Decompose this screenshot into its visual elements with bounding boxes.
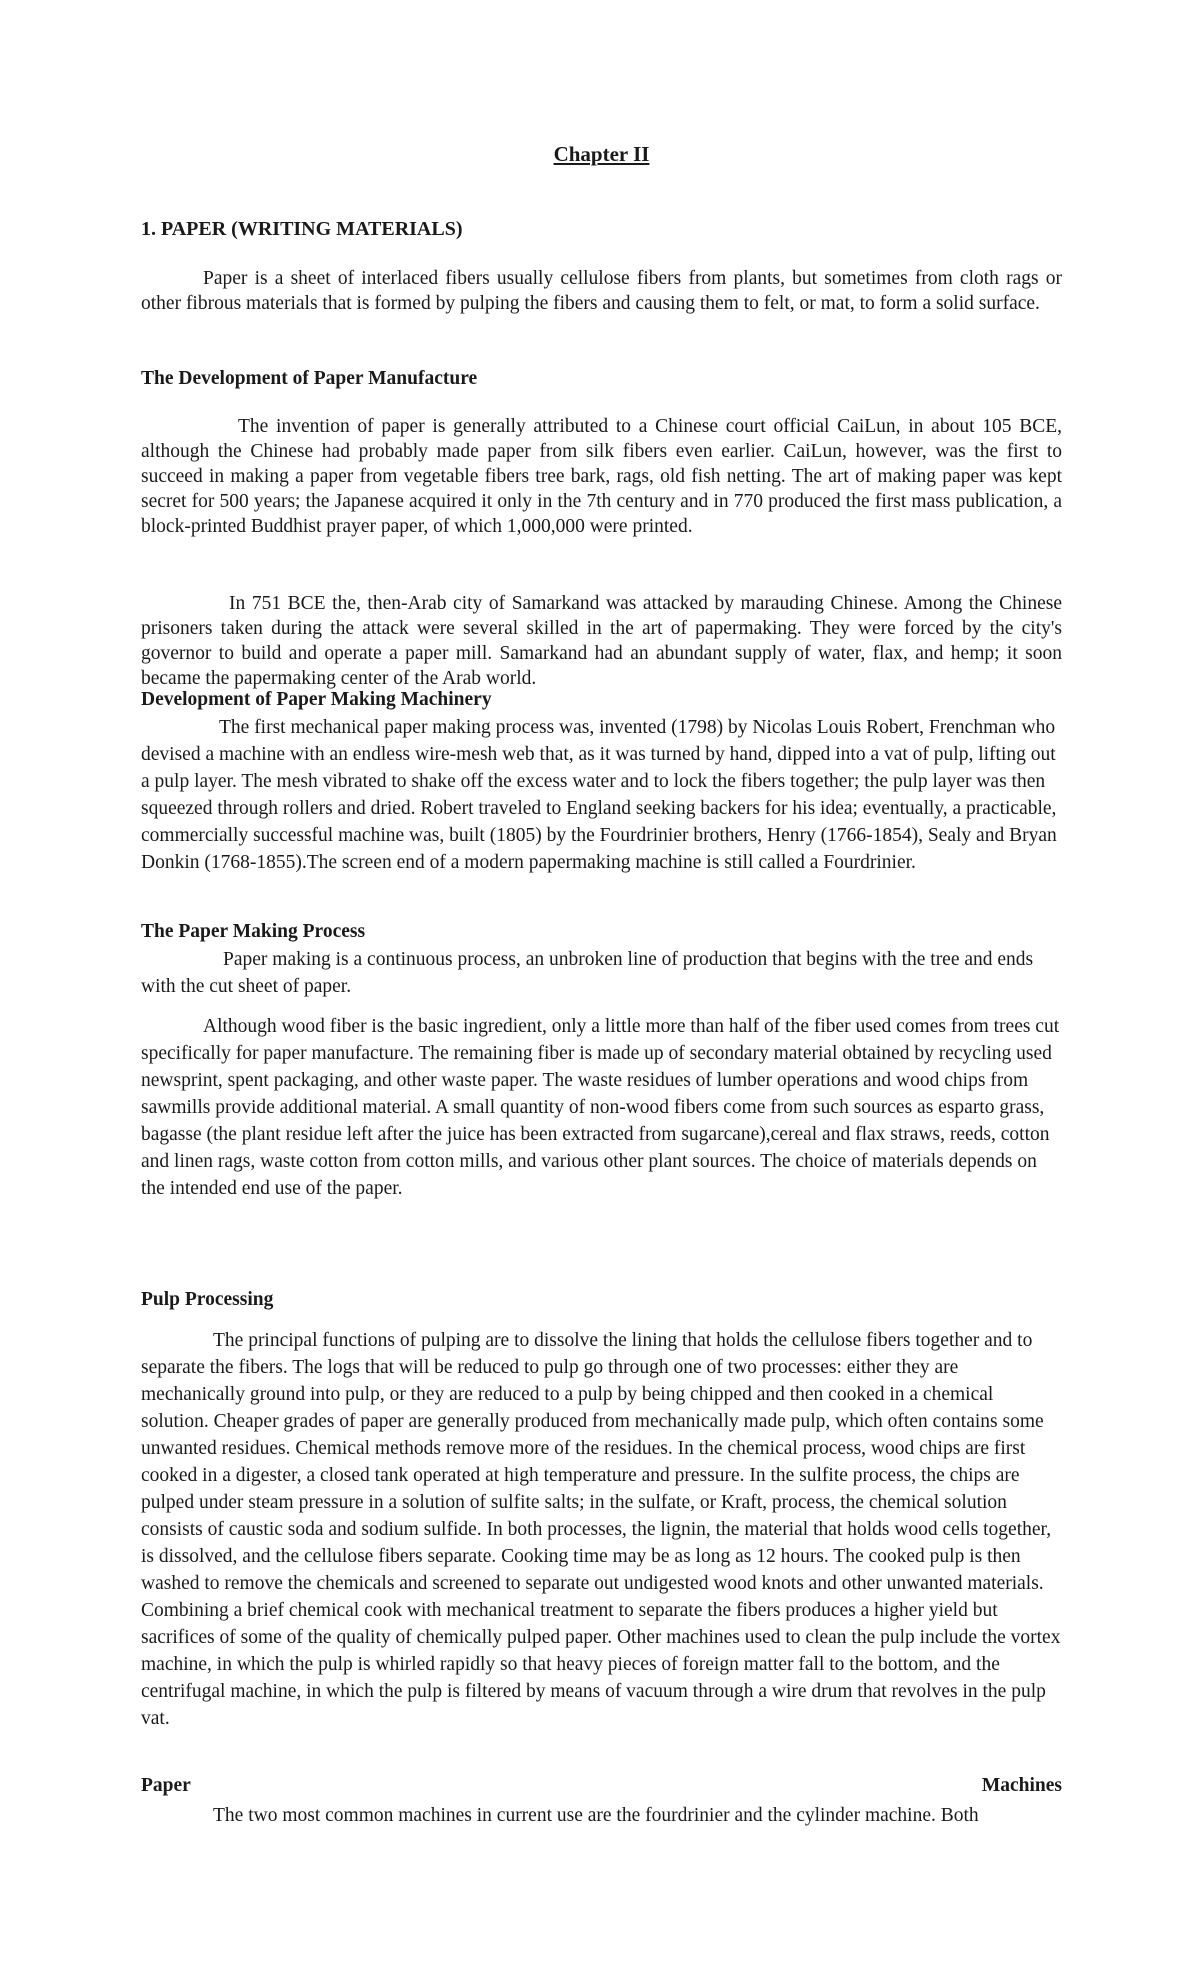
process-paragraph-2: Although wood fiber is the basic ingredient, only a little more than half of the fiber used comes from trees cut specifically for paper manufacture. The remaining fiber is made up of secondary material obtained by recycling used newsprint, spent packaging, and other waste paper. The waste residues of lumber operations and wood chips from sawmills provide additional material. A small quantity of non-wood fibers come from such sources as esparto grass, bagasse (the plant residue left after the juice has been extracted from sugarcane),cereal and flax straws, reeds, cotton and linen rags, waste cotton from cotton mills, and various other plant sources. The choice of materials depends on the intended end use of the paper.: [141, 1016, 1060, 1199]
pulp-paragraph: The principal functions of pulping are to dissolve the lining that holds the cellulose fibers together and to separate the fibers. The logs that will be reduced to pulp go through one of two processes: either they are mechanically ground into pulp, or they are reduced to a pulp by being chipped and then cooked in a chemical solution. Cheaper grades of paper are generally produced from mechanically made pulp, which often contains some unwanted residues. Chemical methods remove more of the residues. In the chemical process, wood chips are first cooked in a digester, a closed tank operated at high temperature and pressure. In the sulfite process, the chips are pulped under steam pressure in a solution of sulfite salts; in the sulfate, or Kraft, process, the chemical solution consists of caustic soda and sodium sulfide. In both processes, the lignin, the material that holds wood cells together, is dissolved, and the cellulose fibers separate. Cooking time may be as long as 12 hours. The cooked pulp is then washed to remove the chemicals and screened to separate out undigested wood knots and other unwanted materials. Combining a brief chemical cook with mechanical treatment to separate the fibers produces a higher yield but sacrifices of some of the quality of chemically pulped paper. Other machines used to clean the pulp include the vortex machine, in which the pulp is whirled rapidly so that heavy pieces of foreign matter fall to the bottom, and the centrifugal machine, in which the pulp is filtered by means of vacuum through a wire drum that revolves in the pulp vat.: [141, 1330, 1061, 1729]
paper-machines-heading: [141, 1775, 1062, 1797]
pulp-heading: Pulp Processing: [141, 1289, 274, 1310]
paper-machines-heading-right: Machines: [981, 1775, 1062, 1796]
intro-paragraph: Paper is a sheet of interlaced fibers usually cellulose fibers from plants, but sometimes from cloth rags or other fibrous materials that is formed by pulping the fibers and causing them to felt, or mat, to form a solid surface.: [141, 268, 1062, 314]
development-paragraph-1: The invention of paper is generally attributed to a Chinese court official CaiLun, in about 105 BCE, although the Chinese had probably made paper from silk fibers even earlier. CaiLun, however, was the first to succeed in making a paper from vegetable fibers tree bark, rags, old fish netting. The art of making paper was kept secret for 500 years; the Japanese acquired it only in the 7th century and in 770 produced the first mass publication, a block-printed Buddhist prayer paper, of which 1,000,000 were printed.: [141, 416, 1062, 537]
section-title: 1. PAPER (WRITING MATERIALS): [141, 218, 463, 240]
process-heading: The Paper Making Process: [141, 921, 366, 942]
development-heading: The Development of Paper Manufacture: [141, 368, 478, 389]
process-paragraph-1: Paper making is a continuous process, an unbroken line of production that begins with the tree and ends with the cut sheet of paper.: [141, 949, 1034, 997]
machinery-paragraph: The first mechanical paper making process was, invented (1798) by Nicolas Louis Robert, Frenchman who devised a machine with an endless wire-mesh web that, as it was turned by hand, dipped into a vat of pulp, lifting out a pulp layer. The mesh vibrated to shake off the excess water and to lock the fibers together; the pulp layer was then squeezed through rollers and dried. Robert traveled to England seeking backers for his idea; eventually, a practicable, commercially successful machine was, built (1805) by the Fourdrinier brothers, Henry (1766-1854), Sealy and Bryan Donkin (1768-1855).The screen end of a modern papermaking machine is still called a Fourdrinier.: [141, 717, 1057, 873]
machinery-heading: Development of Paper Making Machinery: [141, 689, 492, 710]
machines-paragraph: The two most common machines in current use are the fourdrinier and the cylinder machine. Both: [213, 1805, 979, 1826]
development-paragraph-2: In 751 BCE the, then-Arab city of Samarkand was attacked by marauding Chinese. Among the Chinese prisoners taken during the attack were several skilled in the art of papermaking. They were forced by the city's governor to build and operate a paper mill. Samarkand had an abundant supply of water, flax, and hemp; it soon became the papermaking center of the Arab world.: [141, 593, 1062, 689]
chapter-title: Chapter II: [553, 142, 650, 166]
paper-machines-heading-left: Paper: [141, 1775, 191, 1796]
